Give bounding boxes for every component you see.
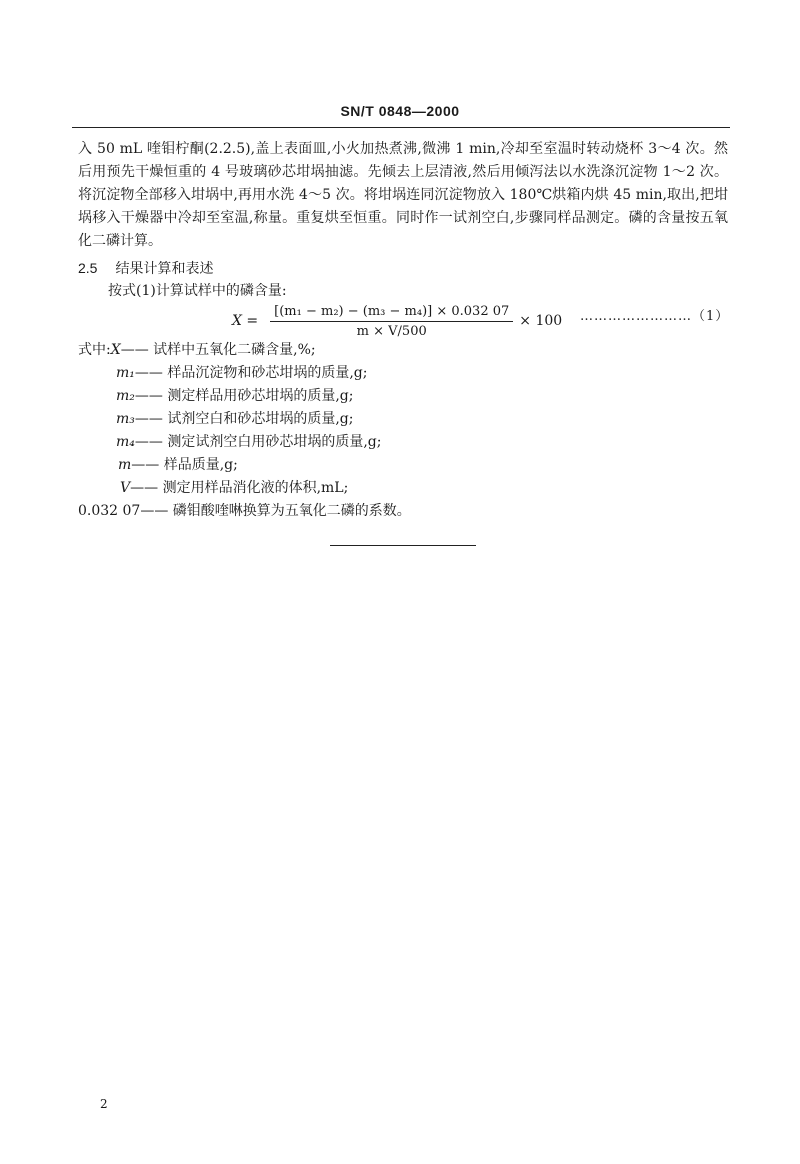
definition-symbol: X bbox=[110, 342, 121, 358]
definition-text: —— 磷钼酸喹啉换算为五氧化二磷的系数。 bbox=[140, 503, 411, 519]
definition-symbol: 0.032 07 bbox=[78, 503, 141, 519]
definition-item bbox=[116, 386, 353, 406]
body-paragraph: 入 50 mL 喹钼柠酮(2.2.5),盖上表面皿,小火加热煮沸,微沸 1 min,冷却至室温时转动烧杯 3～4 次。然后用预先干燥恒重的 4 号玻璃砂芯坩埚抽滤。先倾去上层清液,然后用倾泻法以水洗涤沉淀物 1～2 次。将沉淀物全部移入坩埚中,再用水洗 4～5 次。将坩埚连同沉淀物放入 180℃烘箱内烘 45 min,取出,把坩埚移入干燥器中冷却至室温,称量。重复烘至恒重。同时作一试剂空白,步骤同样品测定。磷的含量按五氧化二磷计算。 bbox=[78, 141, 728, 249]
formula-numerator: [(m₁ − m₂) − (m₃ − m₄)] × 0.032 07 bbox=[270, 304, 513, 322]
end-rule bbox=[330, 545, 476, 546]
definition-text: —— 试剂空白和砂芯坩埚的质量,g; bbox=[134, 411, 354, 427]
definition-text: —— 样品沉淀物和砂芯坩埚的质量,g; bbox=[134, 365, 368, 381]
definition-symbol: m bbox=[118, 457, 132, 473]
definition-symbol: m₂ bbox=[116, 388, 135, 404]
definition-symbol: m₁ bbox=[116, 365, 135, 381]
page-number: 2 bbox=[100, 1097, 108, 1111]
definition-text: —— 样品质量,g; bbox=[131, 457, 238, 473]
definition-text: —— 试样中五氧化二磷含量,%; bbox=[120, 342, 316, 358]
definition-item bbox=[78, 501, 411, 521]
definition-text: —— 测定样品用砂芯坩埚的质量,g; bbox=[134, 388, 354, 404]
formula-fraction bbox=[270, 304, 513, 339]
definition-item bbox=[120, 478, 348, 498]
definition-text: —— 测定用样品消化液的体积,mL; bbox=[130, 480, 349, 496]
formula-intro: 按式(1)计算试样中的磷含量: bbox=[108, 283, 287, 299]
definition-item bbox=[78, 340, 316, 360]
section-heading bbox=[78, 258, 213, 279]
section-title: 结果计算和表述 bbox=[115, 261, 214, 277]
definition-item bbox=[116, 363, 367, 383]
formula-multiplier: × 100 bbox=[519, 313, 563, 329]
formula-denominator: m × V/500 bbox=[356, 323, 427, 339]
definition-prefix: 式中: bbox=[78, 342, 111, 358]
definition-item bbox=[116, 409, 353, 429]
definition-symbol: m₃ bbox=[116, 411, 135, 427]
definition-symbol: V bbox=[120, 480, 131, 496]
equation-number: ……………………（1） bbox=[580, 309, 730, 324]
formula bbox=[232, 298, 562, 344]
header-rule bbox=[72, 127, 730, 128]
definition-text: —— 测定试剂空白用砂芯坩埚的质量,g; bbox=[134, 434, 382, 450]
definition-item bbox=[118, 455, 238, 475]
definition-item bbox=[116, 432, 381, 452]
definition-symbol: m₄ bbox=[116, 434, 135, 450]
section-number: 2.5 bbox=[78, 260, 98, 276]
document-header: SN/T 0848—2000 bbox=[340, 103, 460, 119]
formula-lhs: X = bbox=[232, 313, 259, 329]
